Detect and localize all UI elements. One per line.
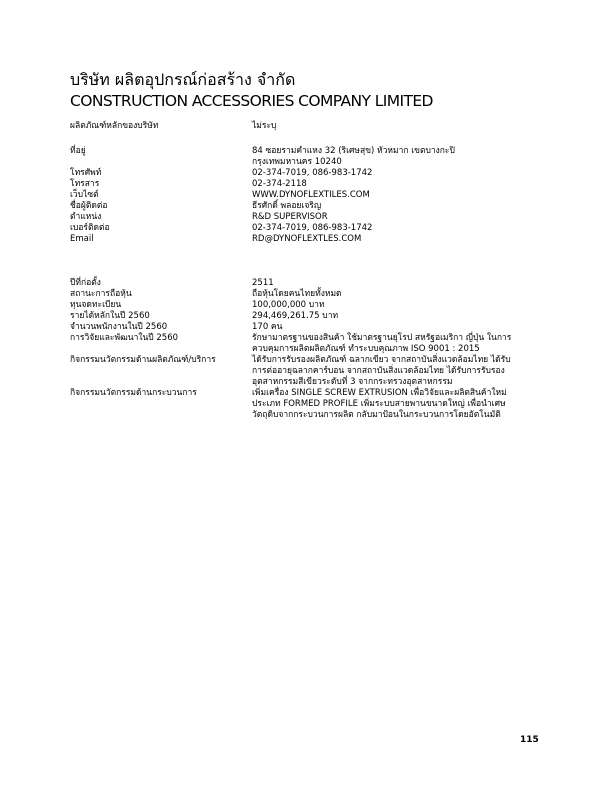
contact-field-value bbox=[252, 234, 542, 245]
company-info-field-value-line: วัตถุดิบจากกระบวนการผลิต กลับมาป้อนในกระบวนการโดยอัตโนมัติ bbox=[252, 410, 501, 420]
company-info-field-value-line: 170 คน bbox=[252, 322, 283, 332]
company-info-field-label: กิจกรรมนวัตกรรมด้านกระบวนการ bbox=[70, 388, 197, 398]
main-product-value: ไม่ระบุ bbox=[252, 121, 277, 131]
company-info-field-value-line: ถือหุ้นโดยคนไทยทั้งหมด bbox=[252, 289, 342, 299]
company-info-field-value-line: ควบคุมการผลิตผลิตภัณฑ์ ทำระบบคุณภาพ ISO 9001 : 2015 bbox=[252, 344, 480, 354]
company-info-field-value bbox=[252, 300, 542, 311]
company-info-field-value bbox=[252, 355, 542, 388]
contact-field-value bbox=[252, 201, 542, 212]
contact-field-label: ชื่อผู้ติดต่อ bbox=[70, 201, 108, 211]
company-info-field-value bbox=[252, 388, 542, 421]
contact-field-value bbox=[252, 179, 542, 190]
contact-field-value-line: R&D SUPERVISOR bbox=[252, 212, 328, 222]
company-info-field-value-line: การต่ออายุฉลากคาร์บอน จากสถาบันสิ่งแวดล้อมไทย ได้รับการรับรอง bbox=[252, 366, 505, 376]
contact-field-value-line: 84 ซอยรามคำแหง 32 (ริเศษสุข) หัวหมาก เขตบางกะปิ bbox=[252, 146, 455, 156]
company-info-field-value-line: 100,000,000 บาท bbox=[252, 300, 325, 310]
contact-field-value bbox=[252, 168, 542, 179]
contact-field-value bbox=[252, 212, 542, 223]
company-name-english: CONSTRUCTION ACCESSORIES COMPANY LIMITED bbox=[70, 92, 433, 110]
contact-field-value-line: กรุงเทพมหานคร 10240 bbox=[252, 157, 342, 167]
contact-field-value-line: 02-374-7019, 086-983-1742 bbox=[252, 223, 373, 233]
contact-field-label: โทรศัพท์ bbox=[70, 168, 102, 178]
company-info-field-value bbox=[252, 322, 542, 333]
contact-field-value bbox=[252, 223, 542, 234]
company-info-field-label: สถานะการถือหุ้น bbox=[70, 289, 132, 299]
contact-field-label: เบอร์ติดต่อ bbox=[70, 223, 110, 233]
company-info-field-value bbox=[252, 289, 542, 300]
contact-field-value-line: WWW.DYNOFLEXTILES.COM bbox=[252, 190, 370, 200]
company-info-field-value-line: ประเภท FORMED PROFILE เพิ่มระบบสายพานขนาดใหญ่ เพื่อนำเศษ bbox=[252, 399, 506, 409]
contact-field-value bbox=[252, 146, 542, 168]
company-info-field-value bbox=[252, 311, 542, 322]
contact-field-value-line: RD@DYNOFLEXTLES.COM bbox=[252, 234, 362, 244]
main-product-label: ผลิตภัณฑ์หลักของบริษัท bbox=[70, 121, 159, 131]
company-info-field-label: จำนวนพนักงานในปี 2560 bbox=[70, 322, 168, 332]
company-info-field-value-line: 2511 bbox=[252, 278, 274, 288]
contact-field-value-line: 02-374-7019, 086-983-1742 bbox=[252, 168, 373, 178]
company-info-field-value bbox=[252, 333, 542, 355]
company-info-field-value-line: รักษามาตรฐานของสินค้า ใช้มาตรฐานยุโรป สหรัฐอเมริกา ญี่ปุ่น ในการ bbox=[252, 333, 512, 343]
company-info-field-label: การวิจัยและพัฒนาในปี 2560 bbox=[70, 333, 179, 343]
contact-field-label: Email bbox=[70, 234, 94, 244]
contact-field-value-line: 02-374-2118 bbox=[252, 179, 307, 189]
contact-field-label: เว็บไซต์ bbox=[70, 190, 99, 200]
company-info-field-value-line: เพิ่มเครื่อง SINGLE SCREW EXTRUSION เพื่อวิจัยและผลิตสินค้าใหม่ bbox=[252, 388, 507, 398]
company-info-field-value-line: 294,469,261.75 บาท bbox=[252, 311, 339, 321]
contact-field-label: ที่อยู่ bbox=[70, 146, 86, 156]
company-info-field-label: ปีที่ก่อตั้ง bbox=[70, 278, 101, 288]
contact-field-value bbox=[252, 190, 542, 201]
contact-field-label: ตำแหน่ง bbox=[70, 212, 102, 222]
company-info-field-value bbox=[252, 278, 542, 289]
company-info-field-value-line: ได้รับการรับรองผลิตภัณฑ์ ฉลากเขียว จากสถาบันสิ่งแวดล้อมไทย ได้รับ bbox=[252, 355, 511, 365]
company-info-field-label: รายได้หลักในปี 2560 bbox=[70, 311, 150, 321]
company-info-field-label: ทุนจดทะเบียน bbox=[70, 300, 122, 310]
contact-field-value-line: ธีรศักดิ์ พลอยเจริญ bbox=[252, 201, 322, 211]
page-number: 115 bbox=[520, 735, 539, 745]
company-info-field-label: กิจกรรมนวัตกรรมด้านผลิตภัณฑ์/บริการ bbox=[70, 355, 216, 365]
contact-field-label: โทรสาร bbox=[70, 179, 100, 189]
company-name-thai: บริษัท ผลิตอุปกรณ์ก่อสร้าง จำกัด bbox=[70, 70, 296, 89]
company-info-field-value-line: อุตสาหกรรมสีเขียวระดับที่ 3 จากกระทรวงอุตสาหกรรม bbox=[252, 377, 453, 387]
